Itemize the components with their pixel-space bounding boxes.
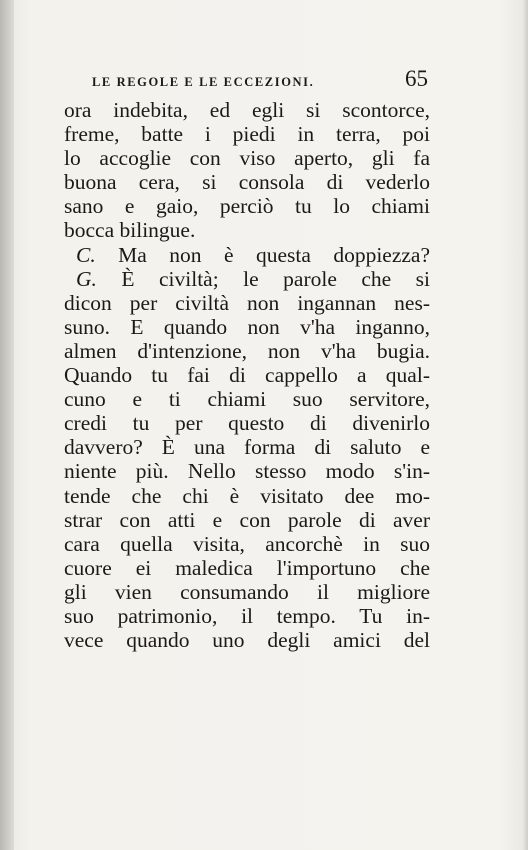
text-line: sano e gaio, perciò tu lo chiami: [64, 194, 430, 219]
text-line: cuore ei maledica l'importuno che: [64, 555, 430, 580]
dialogue-text: Ma non è questa doppiezza?: [118, 242, 430, 267]
dialogue-line: [64, 243, 430, 267]
speaker-label: G.: [76, 266, 97, 291]
dialogue-line: [64, 267, 430, 291]
text-line: credi tu per questo di divenirlo: [64, 411, 430, 436]
page-number: 65: [405, 66, 428, 91]
page-edge-shadow: [522, 0, 528, 850]
running-title: LE REGOLE E LE ECCEZIONI.: [92, 75, 315, 89]
text-line: vece quando uno degli amici del: [64, 628, 430, 653]
page-binding-shadow: [0, 0, 14, 850]
text-line: ora indebita, ed egli si scontorce,: [64, 98, 430, 122]
text-line: tende che chi è visitato dee mo-: [64, 483, 430, 508]
text-line: Quando tu fai di cappello a qual-: [64, 363, 430, 388]
speaker-label: C.: [76, 242, 96, 267]
text-line: lo accoglie con viso aperto, gli fa: [64, 146, 430, 171]
text-line: suno. E quando non v'ha inganno,: [64, 314, 430, 339]
text-line: freme, batte i piedi in terra, poi: [64, 122, 430, 147]
text-line: buona cera, si consola di vederlo: [64, 170, 430, 195]
text-line: cara quella visita, ancorchè in suo: [64, 531, 430, 556]
text-line: niente più. Nello stesso modo s'in-: [64, 459, 430, 484]
dialogue-text: È civiltà; le parole che si: [121, 266, 431, 291]
text-line: cuno e ti chiami suo servitore,: [64, 387, 430, 412]
text-line: strar con atti e con parole di aver: [64, 507, 430, 532]
text-line: gli vien consumando il migliore: [64, 579, 430, 604]
text-line: bocca bilingue.: [64, 218, 196, 243]
text-line: almen d'intenzione, non v'ha bugia.: [64, 338, 430, 363]
text-line: suo patrimonio, il tempo. Tu in-: [64, 603, 430, 628]
text-line: davvero? È una forma di saluto e: [64, 435, 430, 460]
page-header: [92, 66, 428, 94]
text-line: dicon per civiltà non ingannan nes-: [64, 290, 430, 315]
body-text: [64, 98, 430, 652]
